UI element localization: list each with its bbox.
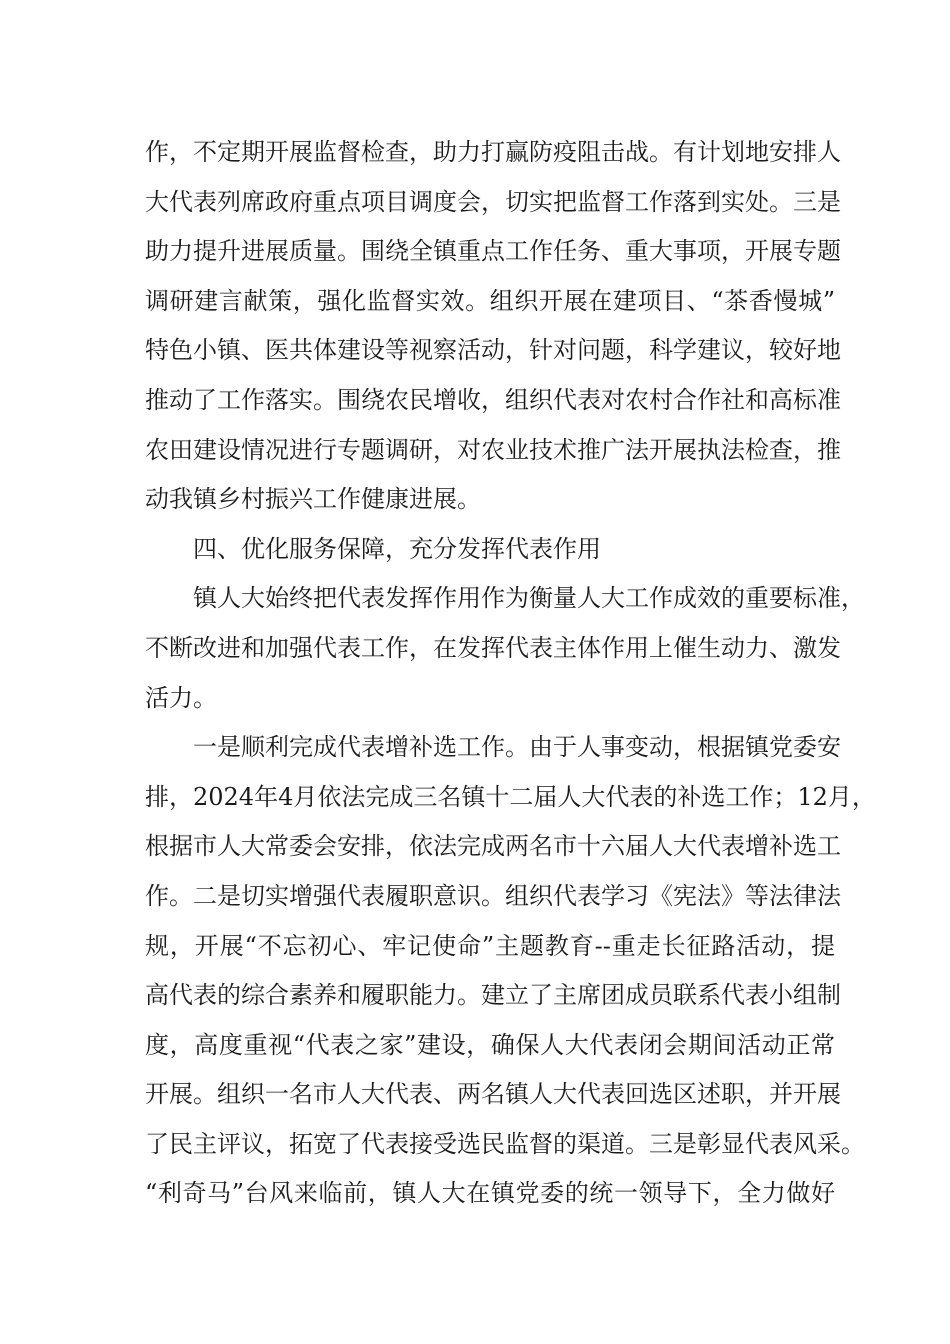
paragraph-line: 大代表列席政府重点项目调度会，切实把监督工作落到实处。三是 (145, 187, 841, 216)
paragraph-line: 推动了工作落实。围绕农民增收，组织代表对农村合作社和高标准 (145, 385, 841, 414)
paragraph-line: 了民主评议，拓宽了代表接受选民监督的渠道。三是彰显代表风采。 (145, 1129, 865, 1158)
paragraph-line: 调研建言献策，强化监督实效。组织开展在建项目、“茶香慢城” (145, 286, 835, 315)
paragraph-line: 活力。 (145, 683, 217, 712)
paragraph-line: 作。二是切实增强代表履职意识。组织代表学习《宪法》等法律法 (145, 881, 841, 910)
paragraph-line: “利奇马”台风来临前，镇人大在镇党委的统一领导下，全力做好 (145, 1179, 835, 1208)
paragraph-line: 根据市人大常委会安排，依法完成两名市十六届人大代表增补选工 (145, 832, 841, 861)
paragraph-line: 助力提升进展质量。围绕全镇重点工作任务、重大事项，开展专题 (145, 237, 841, 266)
paragraph-line: 农田建设情况进行专题调研，对农业技术推广法开展执法检查，推 (145, 435, 841, 464)
paragraph-line: 排，2024年4月依法完成三名镇十二届人大代表的补选工作；12月， (145, 782, 876, 811)
paragraph-line: 规，开展“不忘初心、牢记使命”主题教育--重走长征路活动，提 (145, 931, 835, 960)
paragraph-line: 特色小镇、医共体建设等视察活动，针对问题，科学建议，较好地 (145, 336, 841, 365)
paragraph-line: 开展。组织一名市人大代表、两名镇人大代表回选区述职，并开展 (145, 1080, 841, 1109)
paragraph-line: 度，高度重视“代表之家”建设，确保人大代表闭会期间活动正常 (145, 1030, 835, 1059)
paragraph-line: 作，不定期开展监督检查，助力打赢防疫阻击战。有计划地安排人 (145, 138, 841, 166)
section-heading: 四、优化服务保障，充分发挥代表作用 (193, 534, 601, 563)
paragraph-line: 一是顺利完成代表增补选工作。由于人事变动，根据镇党委安 (193, 733, 841, 762)
paragraph-line: 镇人大始终把代表发挥作用作为衡量人大工作成效的重要标准， (193, 584, 865, 613)
paragraph-line: 高代表的综合素养和履职能力。建立了主席团成员联系代表小组制 (145, 981, 841, 1010)
paragraph-line: 动我镇乡村振兴工作健康进展。 (145, 485, 481, 514)
paragraph-line: 不断改进和加强代表工作，在发挥代表主体作用上催生动力、激发 (145, 633, 841, 662)
document-body (145, 128, 876, 1219)
